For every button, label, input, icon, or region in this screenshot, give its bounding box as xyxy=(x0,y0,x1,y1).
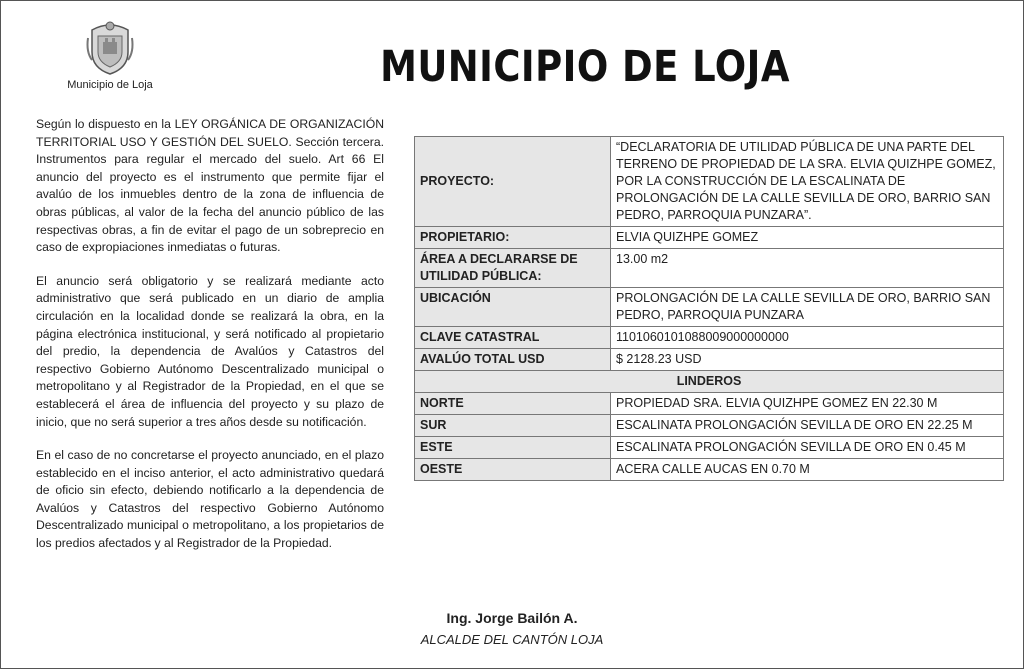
propietario-label: PROPIETARIO: xyxy=(415,227,611,249)
logo xyxy=(60,18,160,91)
area-value: 13.00 m2 xyxy=(611,249,1004,288)
area-label: ÁREA A DECLARARSE DE UTILIDAD PÚBLICA: xyxy=(415,249,611,288)
paragraph: En el caso de no concretarse el proyecto anunciado, en el plazo establecido en el inciso anterior, el acto administrativo quedará de oficio sin efecto, debiendo notificarlo a la dependencia de Avalúos y Catastros del respectivo Gobierno Autónomo Descentralizado municipal o metropolitano, a los propietarios de los predios afectados y al Registrador de la Propiedad. xyxy=(36,448,384,551)
legal-text xyxy=(36,116,384,569)
oeste-value: ACERA CALLE AUCAS EN 0.70 M xyxy=(611,459,1004,481)
oeste-label: OESTE xyxy=(415,459,611,481)
table-row xyxy=(415,327,1004,349)
norte-value: PROPIEDAD SRA. ELVIA QUIZHPE GOMEZ EN 22.30 M xyxy=(611,393,1004,415)
table-row xyxy=(415,349,1004,371)
proyecto-value: “DECLARATORIA DE UTILIDAD PÚBLICA DE UNA PARTE DEL TERRENO DE PROPIEDAD DE LA SRA. ELVIA QUIZHPE GOMEZ, POR LA CONSTRUCCIÓN DE LA ESCALINATA DE PROLONGACIÓN DE LA CALLE SEVILLA DE ORO, BARRIO SAN PEDRO, PARROQUIA PUNZARA”. xyxy=(611,137,1004,227)
este-value: ESCALINATA PROLONGACIÓN SEVILLA DE ORO EN 0.45 M xyxy=(611,437,1004,459)
table-row xyxy=(415,249,1004,288)
clave-value: 1101060101088009000000000 xyxy=(611,327,1004,349)
table-row xyxy=(415,288,1004,327)
propietario-value: ELVIA QUIZHPE GOMEZ xyxy=(611,227,1004,249)
paragraph: El anuncio será obligatorio y se realizará mediante acto administrativo que será publicado en un diario de amplia circulación en la localidad donde se realizará la obra, en la página electrónica institucional, y será notificado al propietario del predio, la dependencia de Avalúos y Catastros del respectivo Gobierno Autónomo Descentralizado municipal o metropolitano y al Registrador de la Propiedad, en el que se establecerá el área de influencia del proyecto y su plazo de inicio, que no será superior a tres años desde su notificación. xyxy=(36,273,384,429)
ubicacion-value: PROLONGACIÓN DE LA CALLE SEVILLA DE ORO, BARRIO SAN PEDRO, PARROQUIA PUNZARA xyxy=(611,288,1004,327)
ubicacion-label: UBICACIÓN xyxy=(415,288,611,327)
clave-label: CLAVE CATASTRAL xyxy=(415,327,611,349)
linderos-header: LINDEROS xyxy=(415,371,1004,393)
project-table xyxy=(414,136,1004,481)
page-title: MUNICIPIO DE LOJA xyxy=(380,42,790,92)
sur-label: SUR xyxy=(415,415,611,437)
proyecto-label: PROYECTO: xyxy=(415,137,611,227)
logo-caption: Municipio de Loja xyxy=(67,79,153,91)
coat-of-arms-icon xyxy=(84,18,136,76)
norte-label: NORTE xyxy=(415,393,611,415)
paragraph: Según lo dispuesto en la LEY ORGÁNICA DE ORGANIZACIÓN TERRITORIAL USO Y GESTIÓN DEL SUELO. Sección tercera. Instrumentos para regular el mercado del suelo. Art 66 El anuncio del proyecto es el instrumento que permite fijar el avalúo de los inmuebles dentro de la zona de influencia de obras públicas, al valor de la fecha del anuncio público de las respectivas obras, a fin de evitar el pago de un sobreprecio en caso de expropiaciones inmediatas o futuras. xyxy=(36,117,384,255)
signer-role: ALCALDE DEL CANTÓN LOJA xyxy=(420,632,604,647)
table-row xyxy=(415,415,1004,437)
table-row xyxy=(415,393,1004,415)
table-row xyxy=(415,371,1004,393)
table-row xyxy=(415,227,1004,249)
avaluo-label: AVALÚO TOTAL USD xyxy=(415,349,611,371)
table-row xyxy=(415,459,1004,481)
avaluo-value: $ 2128.23 USD xyxy=(611,349,1004,371)
table-row xyxy=(415,137,1004,227)
este-label: ESTE xyxy=(415,437,611,459)
table-row xyxy=(415,437,1004,459)
signer-name: Ing. Jorge Bailón A. xyxy=(446,610,578,626)
sur-value: ESCALINATA PROLONGACIÓN SEVILLA DE ORO EN 22.25 M xyxy=(611,415,1004,437)
